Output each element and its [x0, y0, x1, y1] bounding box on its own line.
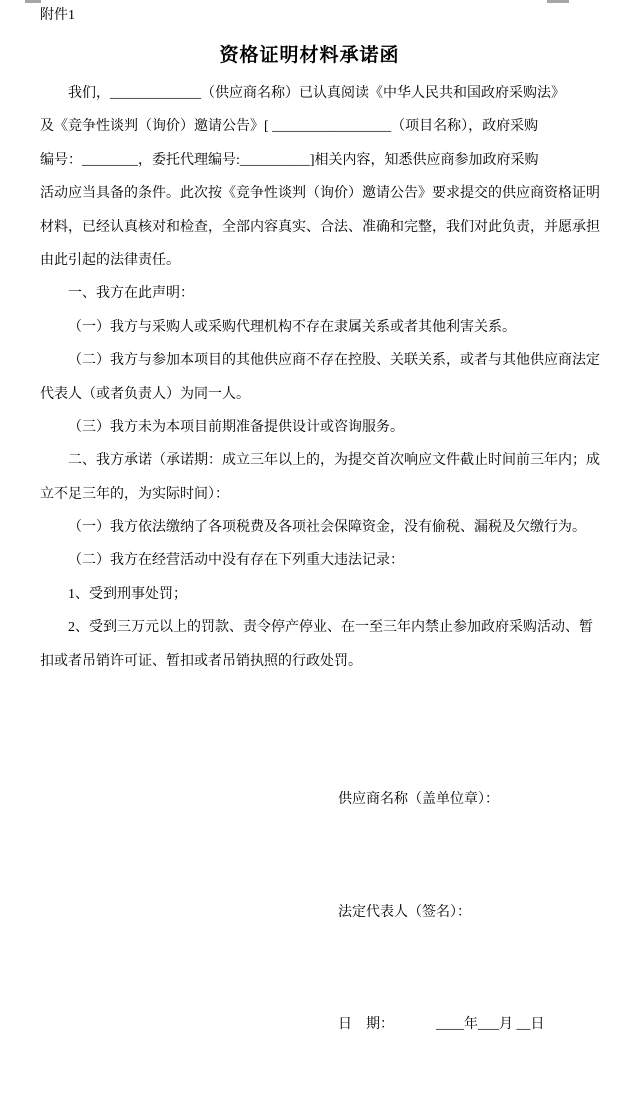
body-line: （一）我方依法缴纳了各项税费及各项社会保障资金，没有偷税、漏税及欠缴行为。: [68, 520, 586, 536]
date-line: [338, 1006, 545, 1044]
body-line: 材料，已经认真核对和检查，全部内容真实、合法、准确和完整，我们对此负责，并愿承担: [40, 219, 600, 235]
top-edge-mark-left: [25, 0, 41, 3]
top-edge-mark-right: [547, 0, 569, 3]
date-label: 日 期：: [338, 1017, 394, 1032]
body-line: 1、受到刑事处罚；: [68, 586, 187, 602]
body-line: 活动应当具备的条件。此次按《竞争性谈判（询价）邀请公告》要求提交的供应商资格证明: [40, 186, 600, 202]
supplier-name-label: 供应商名称（盖单位章）：: [338, 792, 499, 807]
signature-block: [338, 706, 545, 1119]
attachment-label: 附件1: [40, 8, 75, 23]
body-line: （二）我方与参加本项目的其他供应商不存在控股、关联关系，或者与其他供应商法定: [68, 353, 600, 369]
body-line: 代表人（或者负责人）为同一人。: [40, 386, 250, 402]
body-line: 一、我方在此声明：: [68, 286, 194, 302]
body-line: 扣或者吊销许可证、暂扣或者吊销执照的行政处罚。: [40, 653, 362, 669]
legal-representative-label: 法定代表人（签名）：: [338, 904, 471, 920]
body-line: 及《竞争性谈判（询价）邀请公告》[ _________________（项目名称），政府采购: [40, 119, 539, 135]
body-line: （二）我方在经营活动中没有存在下列重大违法记录：: [68, 553, 404, 569]
body-line: 我们，_____________（供应商名称）已认真阅读《中华人民共和国政府采购法》: [68, 86, 565, 101]
body-line: 立不足三年的，为实际时间）：: [40, 486, 229, 502]
body-line: （一）我方与采购人或采购代理机构不存在隶属关系或者其他利害关系。: [68, 319, 516, 335]
body-line: 由此引起的法律责任。: [40, 252, 180, 268]
body-line: 编号：________，委托代理编号:__________]相关内容，知悉供应商参加政府采购: [40, 152, 539, 168]
body-line: 二、我方承诺（承诺期：成立三年以上的，为提交首次响应文件截止时间前三年内；成: [68, 453, 600, 469]
body-line: 2、受到三万元以上的罚款、责令停产停业、在一至三年内禁止参加政府采购活动、暂: [68, 620, 593, 636]
date-blanks: ____年___月 __日: [436, 1017, 545, 1032]
document-title: 资格证明材料承诺函: [219, 45, 400, 66]
document-body: [40, 77, 600, 678]
body-line: （三）我方未为本项目前期准备提供设计或咨询服务。: [68, 419, 404, 435]
